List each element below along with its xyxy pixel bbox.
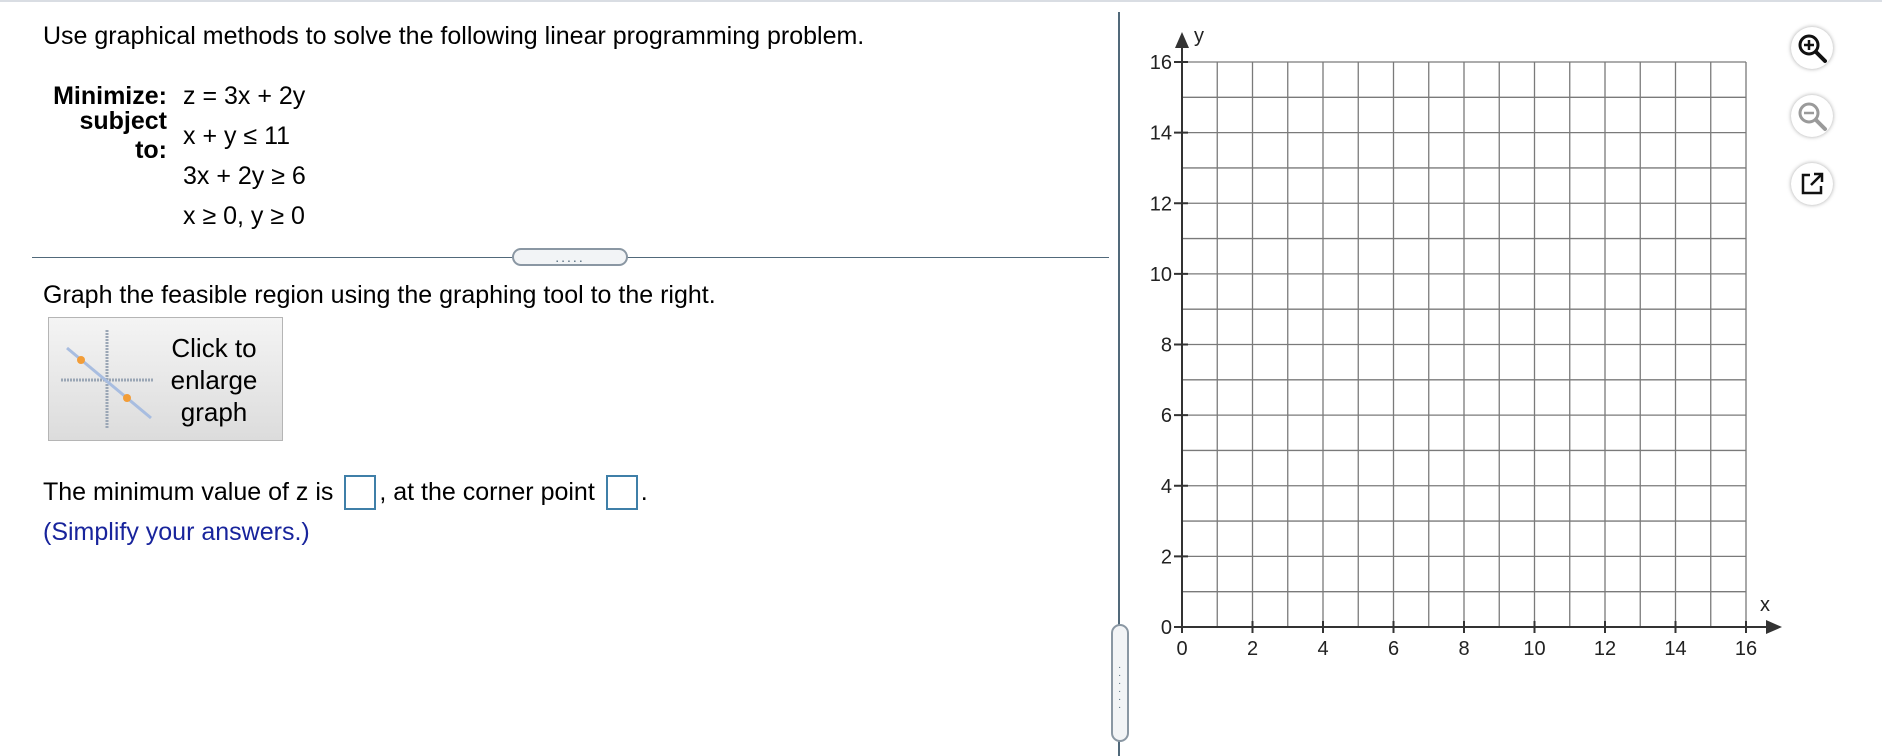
vertical-drag-handle[interactable]: · · · · · · bbox=[1111, 624, 1129, 742]
x-tick-label: 0 bbox=[1176, 638, 1188, 660]
zoom-out-button[interactable] bbox=[1791, 95, 1833, 137]
graph-thumbnail-icon bbox=[61, 330, 153, 428]
subject-to-label: subject to: bbox=[79, 107, 167, 164]
answer-line bbox=[43, 475, 648, 510]
graph-axes bbox=[1175, 32, 1782, 634]
x-tick-label: 6 bbox=[1387, 638, 1400, 660]
x-tick-label: 8 bbox=[1458, 638, 1470, 660]
popout-button[interactable] bbox=[1791, 163, 1833, 205]
graph-ticks bbox=[1150, 52, 1757, 660]
graph-grid bbox=[1182, 62, 1746, 627]
enlarge-button-label: Click to enlarge graph bbox=[170, 333, 258, 427]
x-axis-arrow bbox=[1766, 620, 1782, 634]
constraint-1: x + y ≤ 11 bbox=[183, 121, 291, 150]
min-value-input[interactable] bbox=[344, 475, 376, 510]
y-axis-label: y bbox=[1194, 25, 1204, 47]
constraint-2: 3x + 2y ≥ 6 bbox=[183, 161, 306, 190]
x-tick-label: 10 bbox=[1523, 638, 1546, 660]
divider-drag-handle[interactable]: ..... bbox=[512, 248, 628, 266]
y-tick-label: 6 bbox=[1160, 405, 1172, 428]
y-tick-label: 2 bbox=[1160, 546, 1172, 569]
graph-instruction: Graph the feasible region using the graphing tool to the right. bbox=[43, 281, 716, 309]
lp-problem bbox=[43, 76, 306, 236]
x-tick-label: 16 bbox=[1734, 638, 1758, 660]
x-tick-label: 12 bbox=[1593, 638, 1617, 660]
zoom-in-icon bbox=[1796, 32, 1828, 64]
popout-icon bbox=[1798, 170, 1826, 198]
zoom-out-icon bbox=[1796, 100, 1828, 132]
x-axis-label: x bbox=[1760, 594, 1770, 616]
objective-function: z = 3x + 2y bbox=[183, 81, 306, 110]
constraint-3: x ≥ 0, y ≥ 0 bbox=[183, 201, 305, 230]
enlarge-graph-button[interactable] bbox=[48, 317, 283, 441]
y-tick-label: 14 bbox=[1149, 122, 1172, 145]
x-tick-label: 2 bbox=[1246, 638, 1259, 660]
x-tick-label: 4 bbox=[1317, 638, 1329, 660]
simplify-hint: (Simplify your answers.) bbox=[43, 518, 310, 546]
y-tick-label: 4 bbox=[1160, 475, 1172, 498]
constraint-row bbox=[43, 196, 306, 236]
y-tick-label: 0 bbox=[1160, 617, 1172, 639]
answer-text-middle: , at the corner point bbox=[379, 478, 595, 506]
minimize-label: Minimize: bbox=[53, 81, 167, 110]
question-instruction: Use graphical methods to solve the following linear programming problem. bbox=[43, 22, 865, 50]
y-tick-label: 16 bbox=[1149, 52, 1172, 74]
zoom-in-button[interactable] bbox=[1791, 27, 1833, 69]
answer-text-end: . bbox=[640, 478, 648, 506]
y-tick-label: 8 bbox=[1160, 334, 1172, 357]
y-axis-arrow bbox=[1175, 32, 1189, 48]
answer-text-before: The minimum value of z is bbox=[43, 478, 334, 506]
x-tick-label: 14 bbox=[1664, 638, 1687, 660]
graphing-tool[interactable] bbox=[1120, 0, 1882, 756]
corner-point-input[interactable] bbox=[606, 475, 638, 510]
y-tick-label: 12 bbox=[1149, 193, 1172, 216]
constraint-row bbox=[43, 107, 306, 164]
y-tick-label: 10 bbox=[1149, 263, 1172, 286]
